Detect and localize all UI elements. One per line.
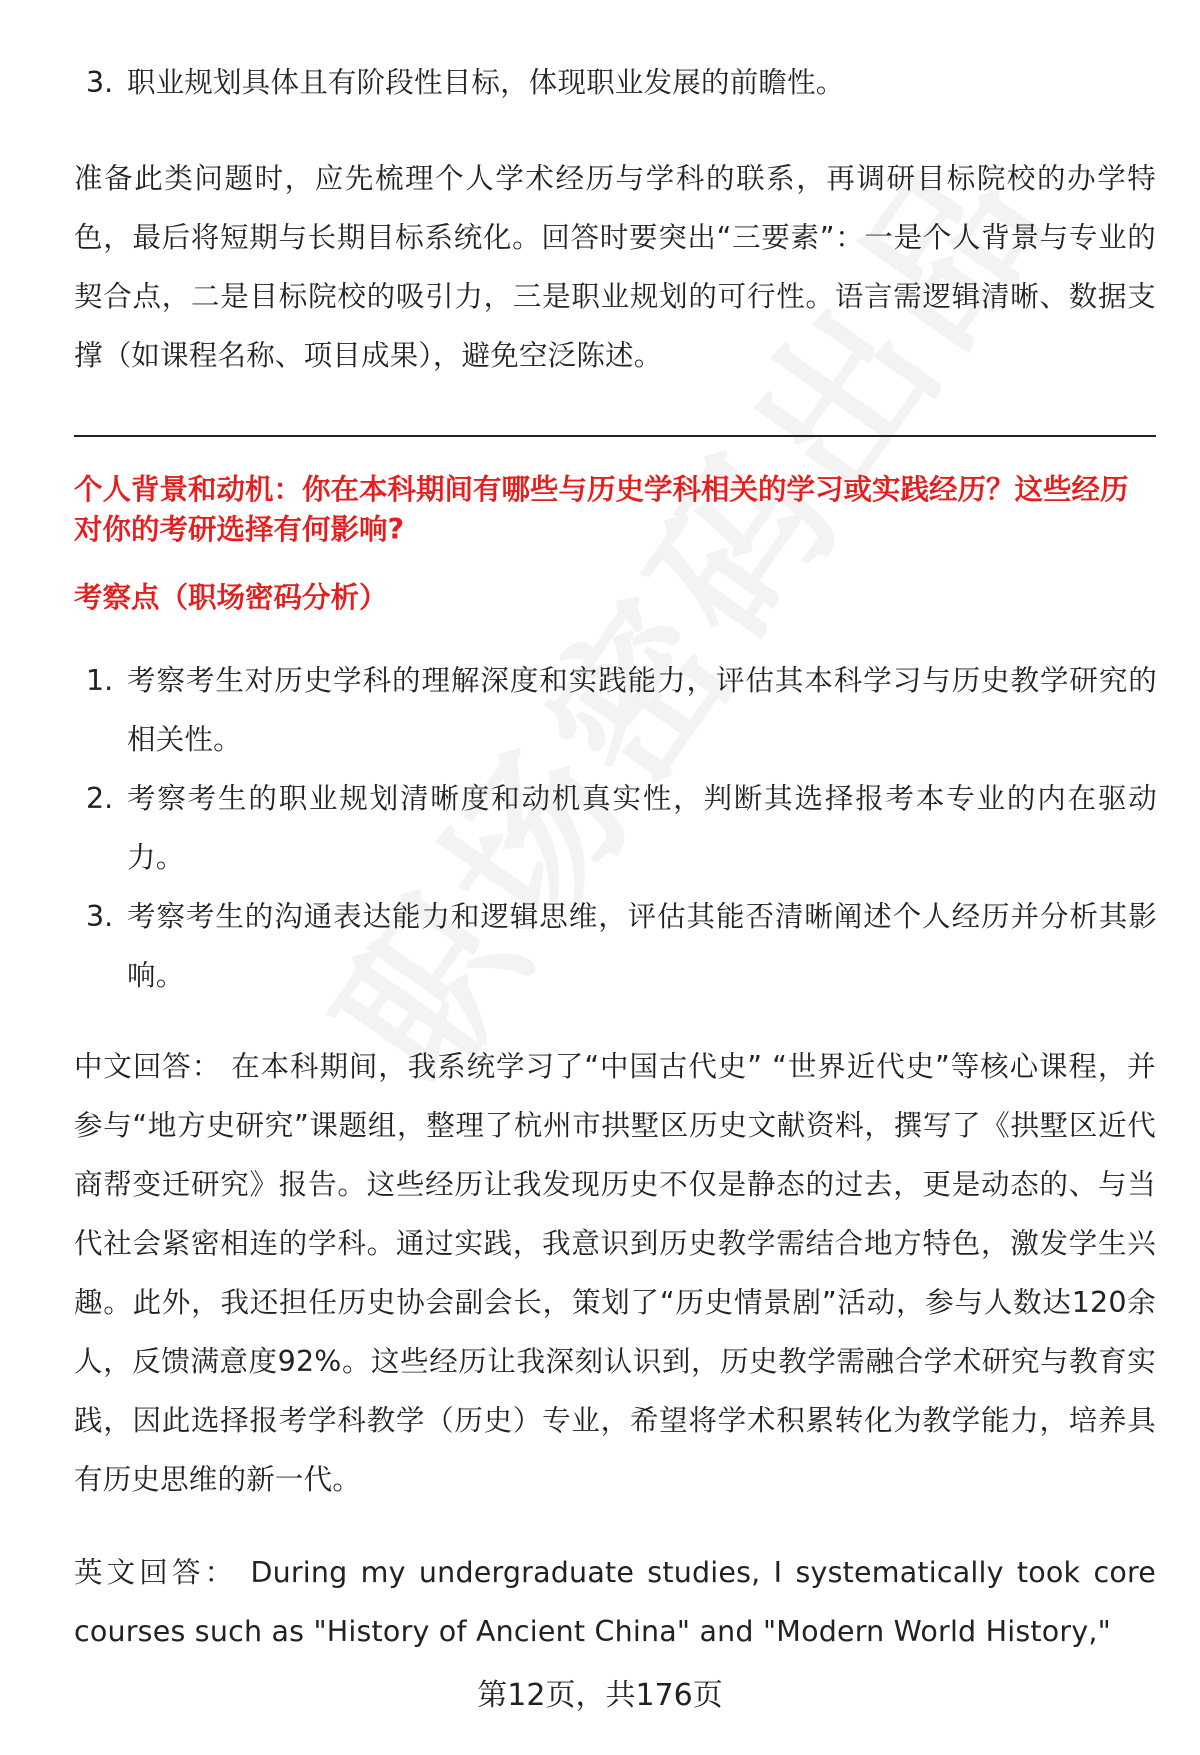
- list-number: 2.: [86, 782, 114, 815]
- assessment-point: 考察考生对历史学科的理解深度和实践能力，评估其本科学习与历史教学研究的相关性。: [127, 664, 1157, 756]
- english-answer: 英文回答： During my undergraduate studies, I systematically took core courses such as "History of Ancient China" and "Modern World History,": [74, 1556, 1156, 1648]
- question-title: 个人背景和动机：你在本科期间有哪些与历史学科相关的学习或实践经历？这些经历对你的考研选择有何影响?: [74, 473, 1129, 546]
- intro-paragraph: 准备此类问题时，应先梳理个人学术经历与学科的联系，再调研目标院校的办学特色，最后将短期与长期目标系统化。回答时要突出“三要素”：一是个人背景与专业的契合点，二是目标院校的吸引力，三是职业规划的可行性。语言需逻辑清晰、数据支撑（如课程名称、项目成果），避免空泛陈述。: [74, 162, 1156, 372]
- top-list-item: 职业规划具体且有阶段性目标，体现职业发展的前瞻性。: [127, 66, 845, 99]
- top-list-number: 3.: [86, 66, 114, 99]
- page-number-footer: 第12页，共176页: [477, 1678, 723, 1713]
- assessment-point: 考察考生的沟通表达能力和逻辑思维，评估其能否清晰阐述个人经历并分析其影响。: [127, 900, 1157, 992]
- assessment-point: 考察考生的职业规划清晰度和动机真实性，判断其选择报考本专业的内在驱动力。: [127, 782, 1157, 874]
- list-number: 3.: [86, 900, 114, 933]
- chinese-answer: 中文回答： 在本科期间，我系统学习了“中国古代史” “世界近代史”等核心课程，并参与“地方史研究”课题组，整理了杭州市拱墅区历史文献资料，撰写了《拱墅区近代商帮变迁研究》报告。这些经历让我发现历史不仅是静态的过去，更是动态的、与当代社会紧密相连的学科。通过实践，我意识到历史教学需结合地方特色，激发学生兴趣。此外，我还担任历史协会副会长，策划了“历史情景剧”活动，参与人数达120余人，反馈满意度92%。这些经历让我深刻认识到，历史教学需融合学术研究与教育实践，因此选择报考学科教学（历史）专业，希望将学术积累转化为教学能力，培养具有历史思维的新一代。: [74, 1050, 1156, 1496]
- section-divider: [74, 435, 1156, 437]
- section-label: 考察点（职场密码分析）: [74, 581, 388, 614]
- list-number: 1.: [86, 664, 114, 697]
